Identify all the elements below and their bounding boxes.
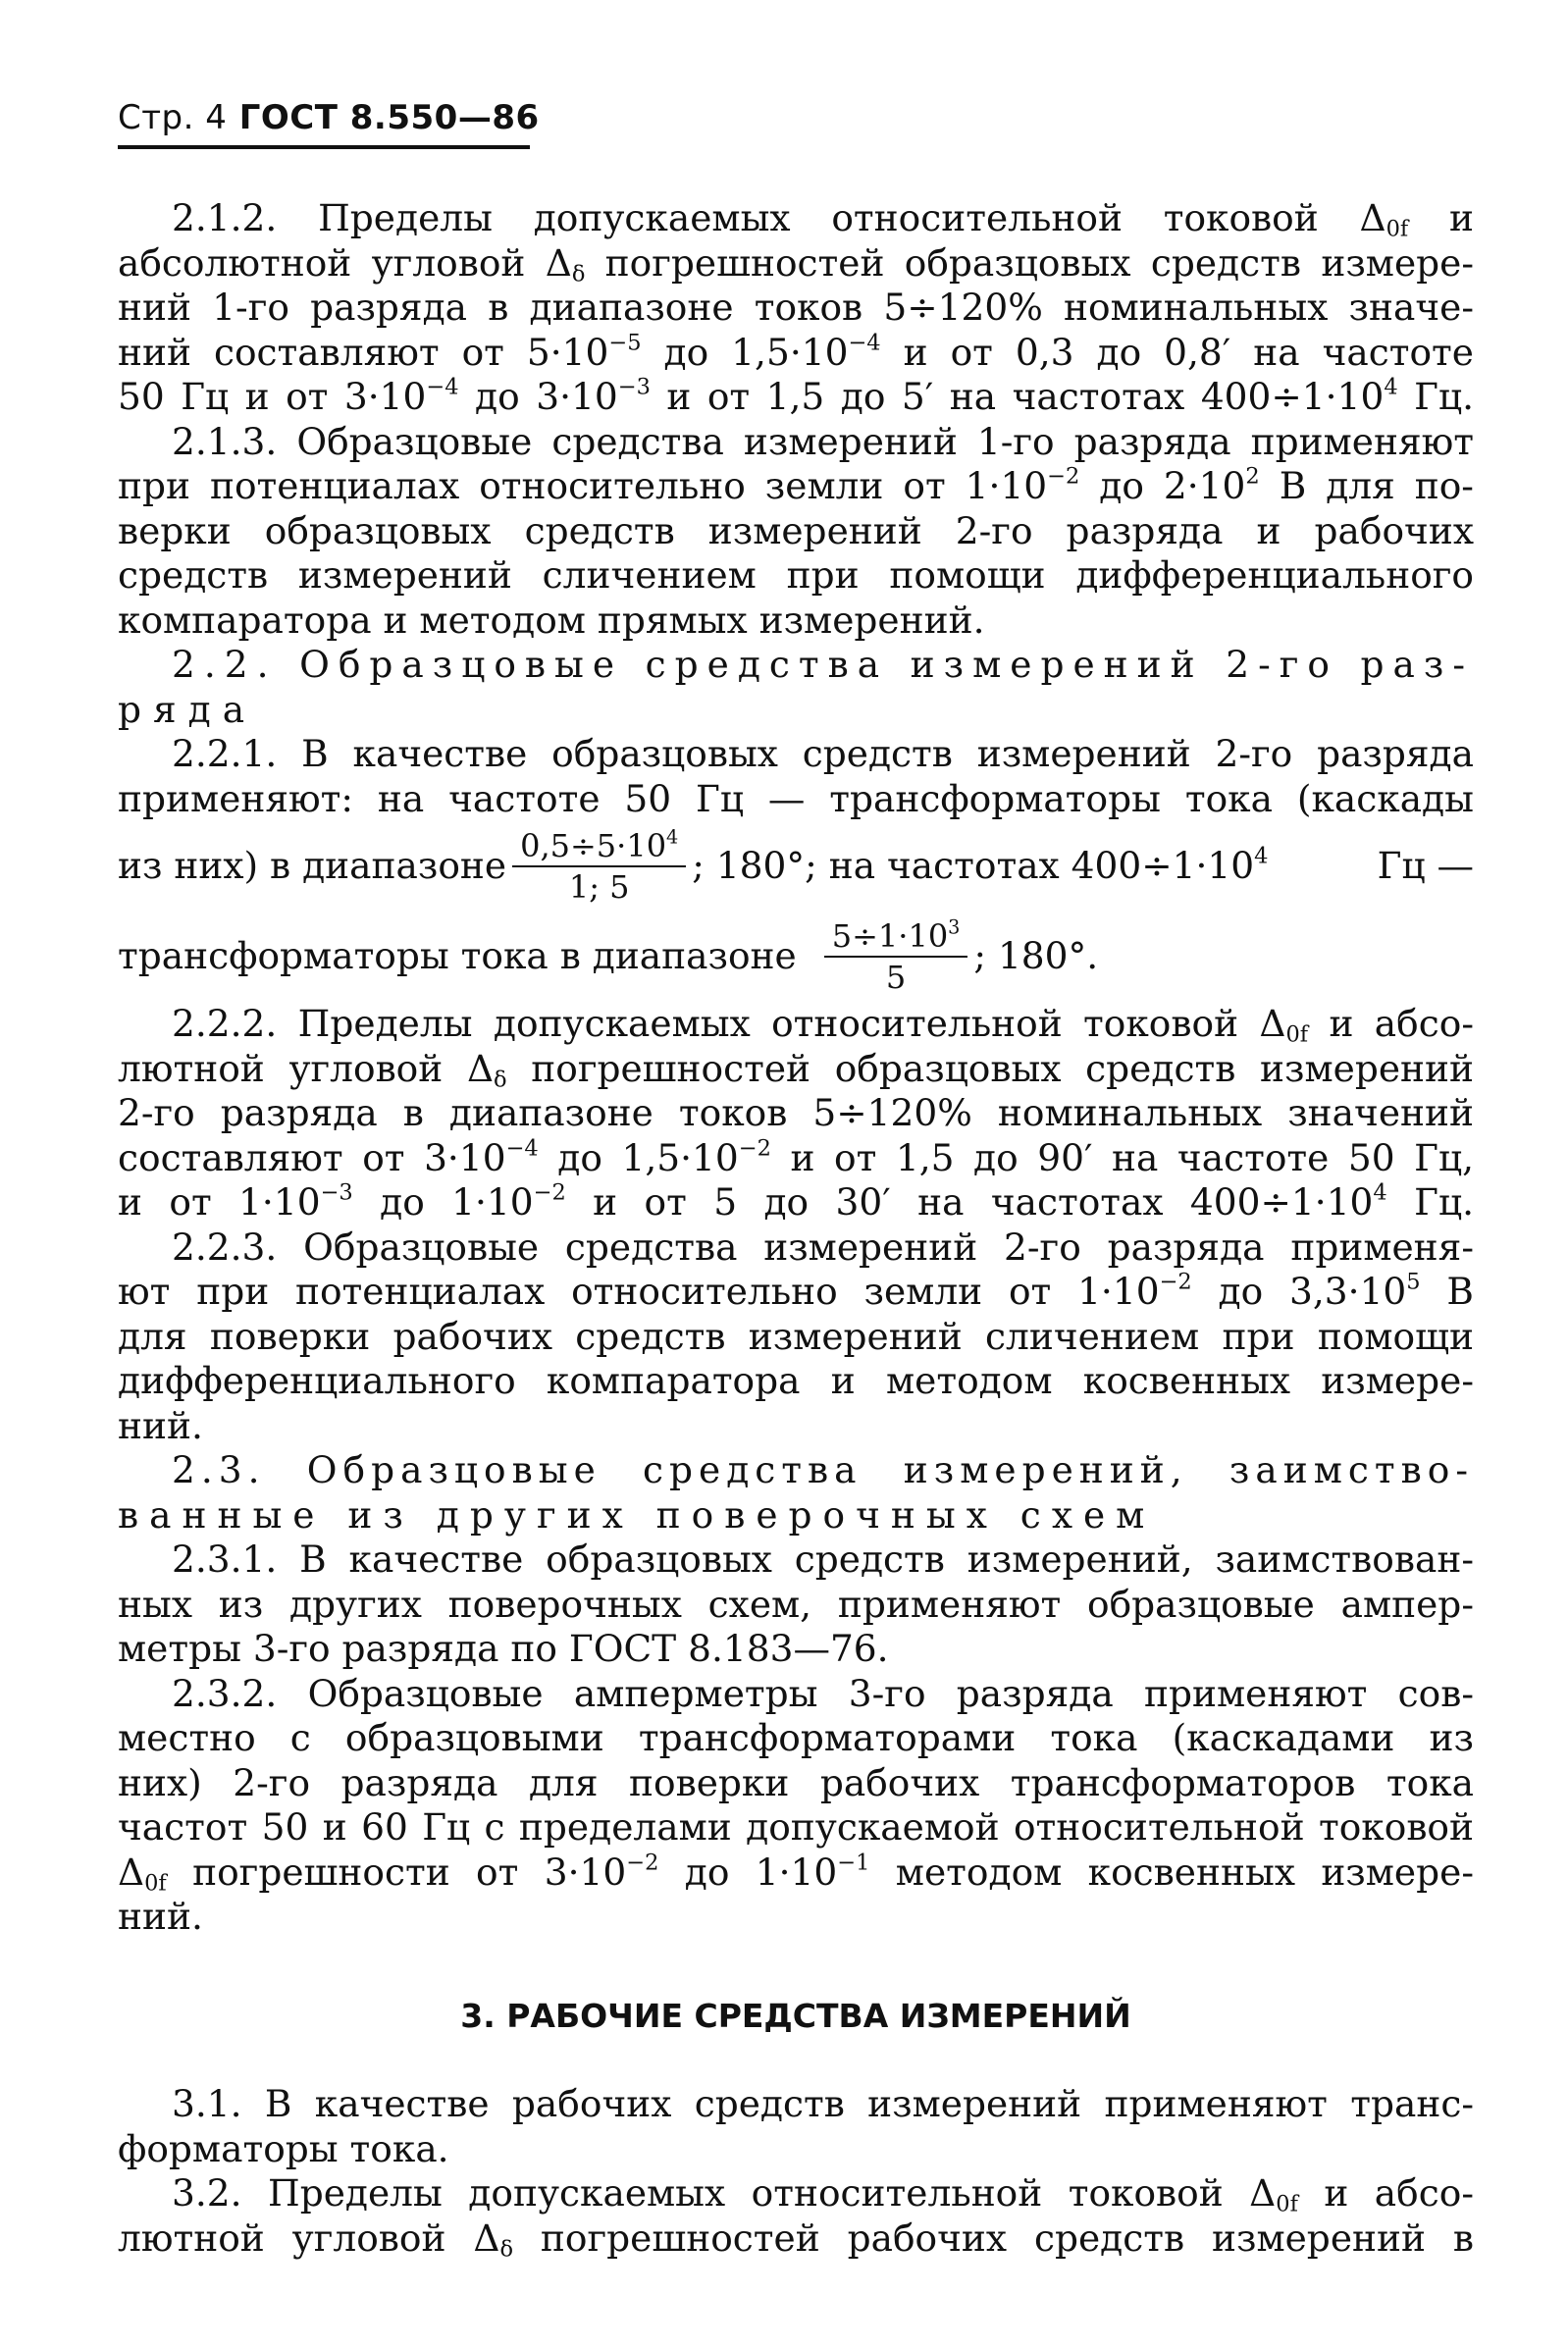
text-line: абсолютной угловой $\Delta_\delta$ погрешностей образцовых средств измере- [118, 240, 1475, 287]
text-line: для поверки рабочих средств измерений сличением при помощи [118, 1314, 1474, 1358]
document-body [118, 196, 1474, 2261]
paragraph-3-1 [118, 2082, 1474, 2171]
text-line: при потенциалах относительно земли от $1\cdot 10^{-2}$ до $2\cdot 10^2$ В для по- [118, 463, 1474, 507]
text-line: 2.2. Образцовые средства измерений 2-го раз- [172, 643, 1474, 686]
text-line: дифференциального компаратора и методом косвенных измере- [118, 1359, 1474, 1402]
text-line: 3.1. В качестве рабочих средств измерений применяют транс- [172, 2082, 1474, 2125]
paragraph-2-2-1 [118, 732, 1474, 1002]
standard-id: ГОСТ 8.550—86 [238, 98, 540, 137]
heading-2-2 [118, 643, 1474, 732]
text-line: 2.2.1. В качестве образцовых средств измерений 2-го разряда [172, 732, 1474, 775]
text-line: ют при потенциалах относительно земли от $1\cdot 10^{-2}$ до $3,3\cdot 10^5$ В [118, 1269, 1474, 1313]
fraction-range-2: $\frac{5\div 1\cdot 10^3}{5}$ [824, 918, 968, 995]
text-line: 2.3. Образцовые средства измерений, заимство- [172, 1448, 1474, 1491]
text-line: 2.2.2. Пределы допускаемых относительной токовой $\Delta_{0f}$ и абсо- [172, 1002, 1474, 1048]
text-line: ний составляют от $5\cdot 10^{-5}$ до $1,5\cdot 10^{-4}$ и от 0,3 до 0,8′ на частоте [118, 329, 1474, 374]
text-line: метры 3-го разряда по ГОСТ 8.183—76. [118, 1627, 889, 1670]
formula-line: из них) в диапазоне $\frac{0,5\div 5\cdot 10^4}{1; 5}$ ; 180°; на частотах $400\div 1\cdot 10^4$ Гц — [118, 825, 1474, 906]
paragraph-2-2-3 [118, 1225, 1474, 1449]
text-line: $\Delta_{0f}$ погрешности от $3\cdot 10^{-2}$ до $1\cdot 10^{-1}$ методом косвенных измере- [118, 1849, 1474, 1897]
paragraph-2-1-2 [118, 196, 1474, 420]
text-line: ний 1-го разряда в диапазоне токов 5÷120% номинальных значе- [118, 286, 1474, 329]
text-line: 2-го разряда в диапазоне токов 5÷120% номинальных значений [118, 1091, 1474, 1134]
text-line: местно с образцовыми трансформаторами тока (каскадами из [118, 1716, 1474, 1759]
text-line: 2.3.2. Образцовые амперметры 3-го разряда применяют сов- [172, 1671, 1474, 1715]
text-line: ряда [118, 687, 257, 731]
text-line: 2.3.1. В качестве образцовых средств измерений, заимствован- [172, 1538, 1474, 1581]
page-number: Стр. 4 [118, 98, 228, 137]
text-line: лютной угловой $\Delta_\delta$ погрешностей рабочих средств измерений в [118, 2216, 1474, 2263]
text-line: 3.2. Пределы допускаемых относительной токовой $\Delta_{0f}$ и абсо- [172, 2171, 1474, 2217]
text-line: них) 2-го разряда для поверки рабочих трансформаторов тока [118, 1760, 1474, 1804]
text-line: и от $1\cdot 10^{-3}$ до $1\cdot 10^{-2}$ и от 5 до 30′ на частотах $400\div 1\cdot 10^4$ Гц. [118, 1179, 1474, 1224]
text-line: форматоры тока. [118, 2126, 449, 2170]
paragraph-2-1-3 [118, 420, 1474, 644]
text-line: 2.1.3. Образцовые средства измерений 1-го разряда применяют [172, 419, 1474, 463]
page-header [118, 98, 540, 137]
fraction-range-1: $\frac{0,5\div 5\cdot 10^4}{1; 5}$ [512, 828, 686, 905]
paragraph-2-3-2 [118, 1672, 1474, 1940]
text-line: ванные из других поверочных схем [118, 1492, 1156, 1537]
formula-line: трансформаторы тока в диапазоне $\frac{5\div 1\cdot 10^3}{5}$ ; 180°. [118, 915, 1099, 996]
text-line: верки образцовых средств измерений 2-го разряда и рабочих [118, 508, 1474, 552]
text-line: частот 50 и 60 Гц с пределами допускаемой относительной токовой [118, 1805, 1474, 1849]
heading-2-3 [118, 1448, 1474, 1538]
text-line: 2.1.2. Пределы допускаемых относительной токовой $\Delta_{0f}$ и [172, 196, 1474, 242]
paragraph-2-3-1 [118, 1538, 1474, 1672]
text-line: 50 Гц и от $3\cdot 10^{-4}$ до $3\cdot 10^{-3}$ и от 1,5 до 5′ на частотах $400\div 1\cdot 10^4$ Гц. [118, 374, 1474, 418]
text-line: применяют: на частоте 50 Гц — трансформаторы тока (каскады [118, 776, 1474, 820]
text-line: составляют от $3\cdot 10^{-4}$ до $1,5\cdot 10^{-2}$ и от 1,5 до 90′ на частоте 50 Гц, [118, 1134, 1474, 1179]
section-title-3: 3. РАБОЧИЕ СРЕДСТВА ИЗМЕРЕНИЙ [460, 1996, 1131, 2035]
header-rule [118, 145, 530, 149]
text-line: компаратора и методом прямых измерений. [118, 598, 985, 642]
text-line: ний. [118, 1895, 203, 1938]
paragraph-2-2-2 [118, 1002, 1474, 1225]
text-line: ных из других поверочных схем, применяют образцовые ампер- [118, 1582, 1474, 1626]
paragraph-3-2 [118, 2171, 1474, 2261]
text-line: средств измерений сличением при помощи дифференциального [118, 553, 1474, 597]
text-line: 2.2.3. Образцовые средства измерений 2-го разряда применя- [172, 1225, 1474, 1269]
text-line: лютной угловой $\Delta_\delta$ погрешностей образцовых средств измерений [118, 1046, 1474, 1093]
text-line: ний. [118, 1403, 203, 1447]
